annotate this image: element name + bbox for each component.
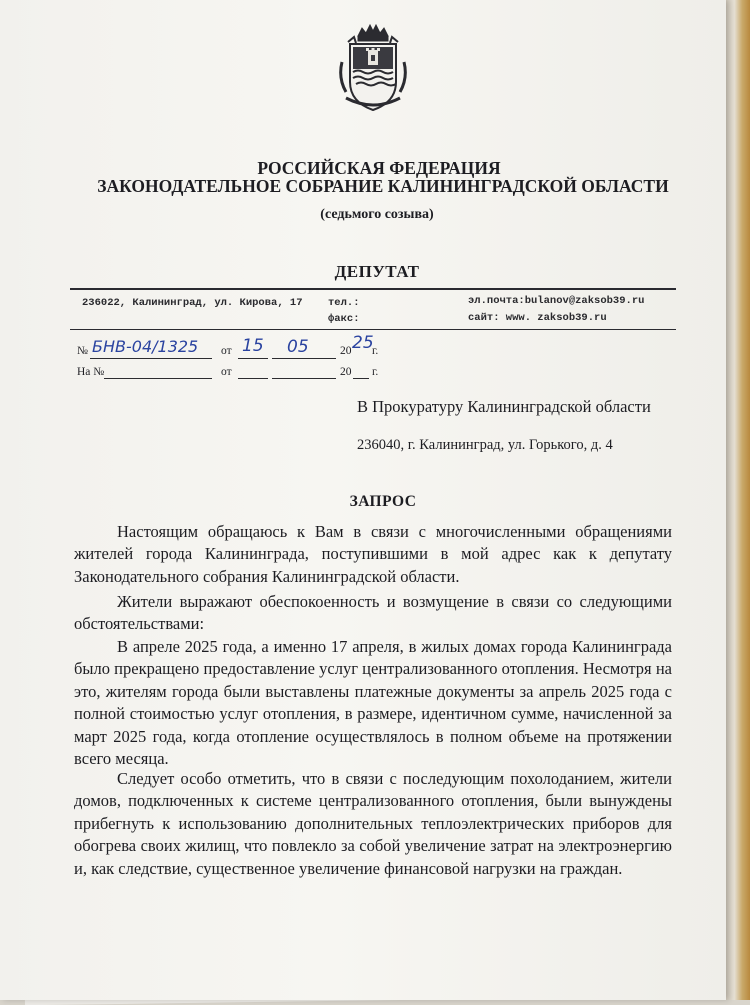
tel-label: тел.: <box>328 297 360 309</box>
paragraph-3: В апреле 2025 года, а именно 17 апреля, в жилых домах города Калининграда было прекращено предоставление услуг централизованного отопления. Несмотря на это, жителям города были выставлены платежные документы за апрель 2025 года с полной стоимостью услуг отопления, в размере, идентичном сумме, начисленной за март 2025 года, когда отопление осуществлялось в полном объеме на протяжении всего месяца. <box>74 637 672 769</box>
number-underline <box>90 358 212 359</box>
month-underline <box>272 358 336 359</box>
recipient-name: В Прокуратуру Калининградской области <box>357 397 651 416</box>
paragraph-1: Настоящим обращаюсь к Вам в связи с многочисленными обращениями жителей города Калининграда, поступившими в мой адрес как к депутату Законодательного собрания Калининградской области. <box>74 522 672 586</box>
assembly-heading: ЗАКОНОДАТЕЛЬНОЕ СОБРАНИЕ КАЛИНИНГРАДСКОЙ ОБЛАСТИ <box>97 176 669 196</box>
paragraph-4: Следует особо отметить, что в связи с последующим похолоданием, жители домов, подключенных к системе централизованного отопления, были вынуждены прибегнуть к использованию дополнительных теплоэлектрических приборов для обогрева своих жилищ, что повлекло за собой увеличение затрат на электроэнергию и, как следствие, существенное увеличение финансовой нагрузки на граждан. <box>74 769 672 878</box>
date-from-label: от <box>221 345 232 357</box>
email-text: эл.почта:bulanov@zaksob39.ru <box>468 295 645 307</box>
date-month: 05 <box>287 337 309 357</box>
site-text: сайт: www. zaksob39.ru <box>468 312 607 324</box>
reply-number-label: На № <box>77 366 105 378</box>
folder-edge <box>724 0 750 1000</box>
kaliningrad-coat-of-arms-icon <box>338 22 408 114</box>
reply-year-prefix: 20 <box>340 366 352 378</box>
paragraph-2: Жители выражают обеспокоенность и возмущение в связи со следующими обстоятельствами: <box>74 592 672 634</box>
bottom-divider <box>70 329 676 330</box>
reply-day-underline <box>238 378 268 379</box>
fax-label: факс: <box>328 313 360 325</box>
role-heading: ДЕПУТАТ <box>334 262 420 281</box>
year-prefix: 20 <box>340 345 352 357</box>
year-suffix: 25 <box>352 333 374 353</box>
recipient-address: 236040, г. Калининград, ул. Горького, д. 4 <box>357 437 613 453</box>
reply-year-end: г. <box>372 366 379 378</box>
reply-date-label: от <box>221 366 232 378</box>
number-label: № <box>77 345 88 357</box>
top-divider <box>70 288 676 290</box>
date-day: 15 <box>242 336 264 356</box>
reply-month-underline <box>272 378 336 379</box>
registration-number: БНВ-04/1325 <box>92 337 199 356</box>
reply-year-underline <box>353 378 369 379</box>
day-underline <box>238 358 268 359</box>
year-end-label: г. <box>372 345 379 357</box>
reply-number-underline <box>104 378 212 379</box>
country-heading: РОССИЙСКАЯ ФЕДЕРАЦИЯ <box>257 158 501 178</box>
sender-address: 236022, Калининград, ул. Кирова, 17 <box>82 297 303 309</box>
document-title: ЗАПРОС <box>349 493 417 510</box>
convocation-label: (седьмого созыва) <box>320 207 434 222</box>
